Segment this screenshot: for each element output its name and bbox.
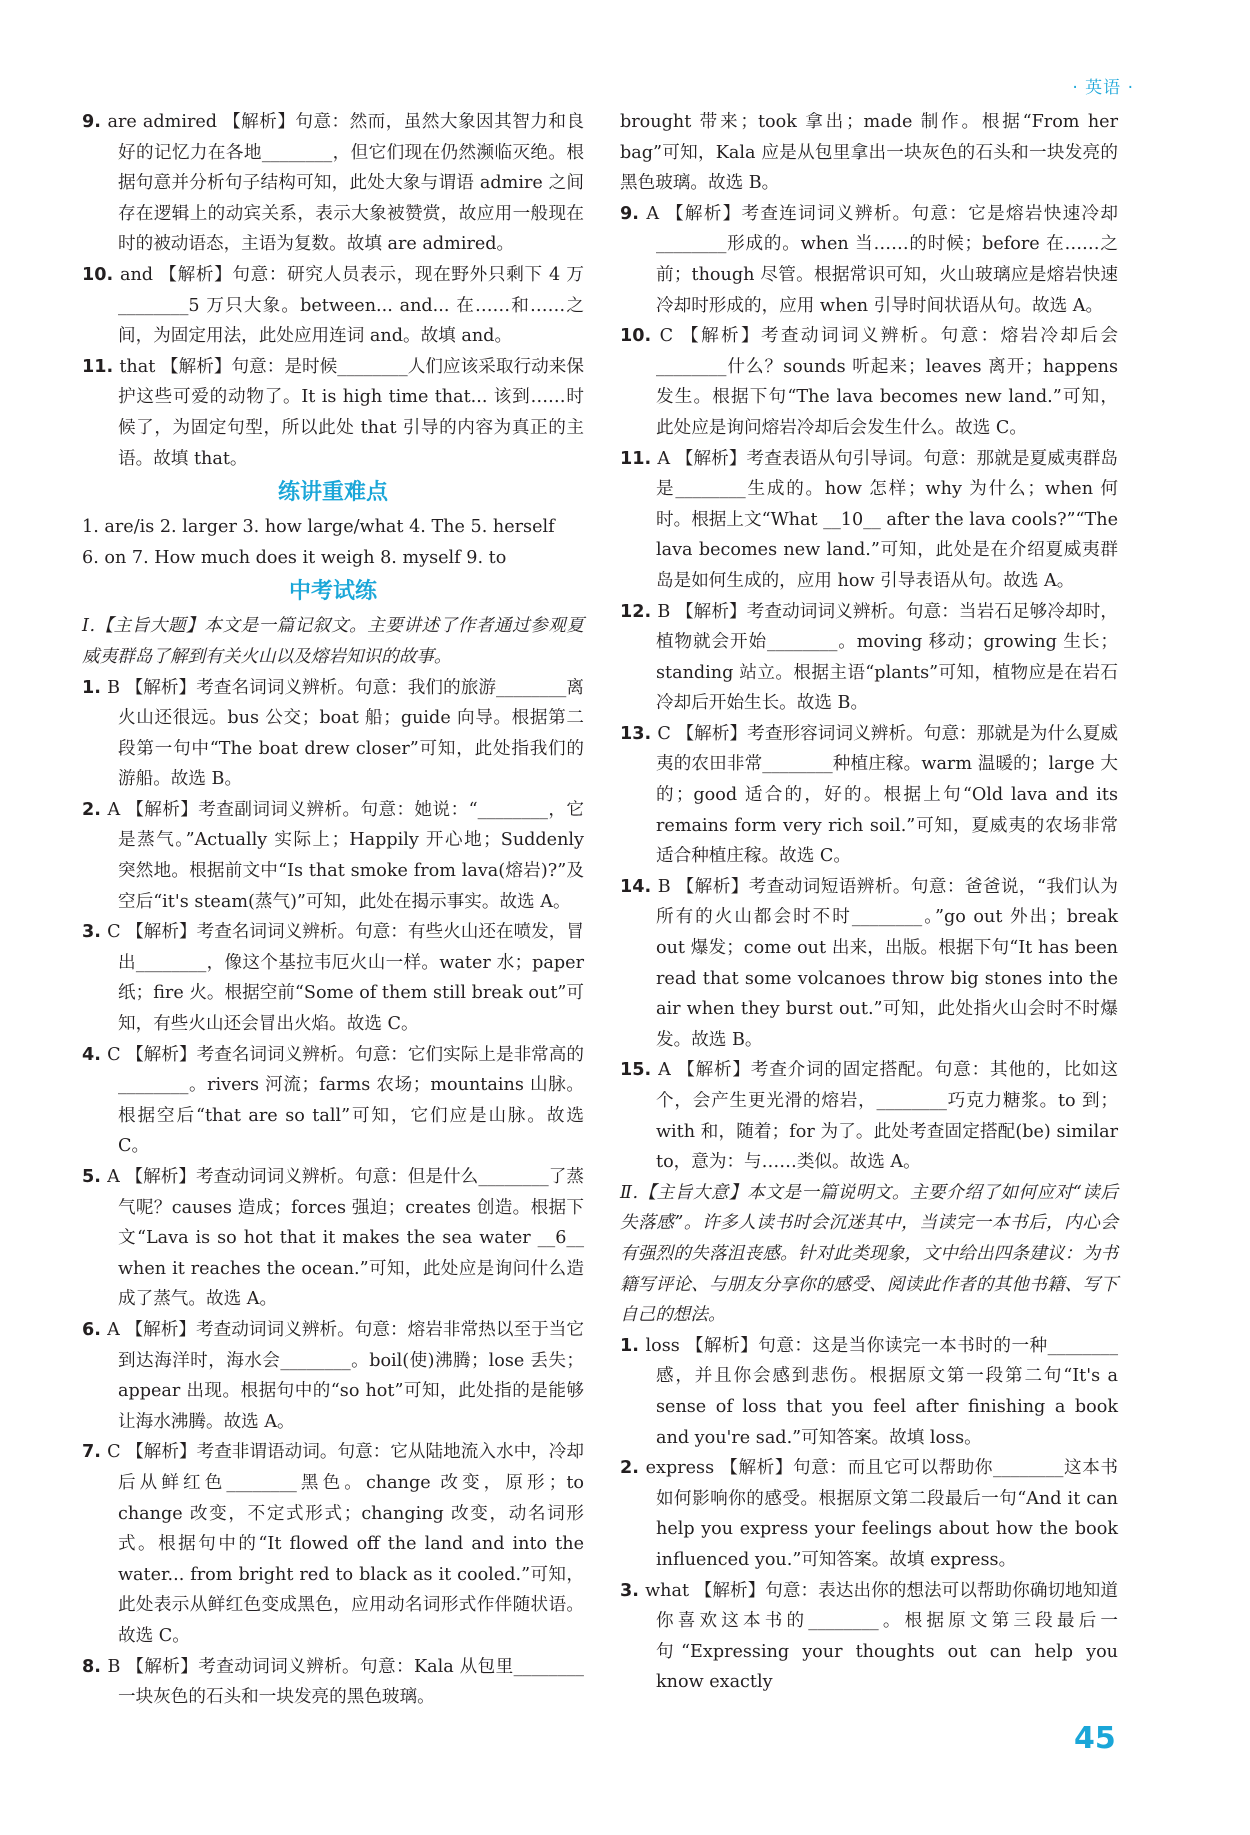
item-text: C 【解析】考查名词词义辨析。句意：它们实际上是非常高的________。rivers 河流；farms 农场；mountains 山脉。根据空后“that are so tall”可知，它们应是山脉。故选 C。 xyxy=(107,1044,584,1157)
item-text: C 【解析】考查名词词义辨析。句意：有些火山还在喷发，冒出________，像这个基拉韦厄火山一样。water 水；paper 纸；fire 火。根据空前“Some of them still break out”可知，有些火山还会冒出火焰。故选 C。 xyxy=(107,922,584,1035)
answer-item xyxy=(82,260,584,352)
item-number: 10. xyxy=(620,326,660,347)
answer-item xyxy=(620,199,1118,321)
item-text: B 【解析】考查名词词义辨析。句意：我们的旅游________离火山还很远。bus 公交；boat 船；guide 向导。根据第二段第一句中“The boat drew closer”可知，此处指我们的游船。故选 B。 xyxy=(107,677,584,790)
answer-item xyxy=(620,444,1118,597)
item-text: A 【解析】考查介词的固定搭配。句意：其他的，比如这个，会产生更光滑的熔岩，________巧克力糖浆。to 到；with 和，随着；for 为了。此处考查固定搭配(be) similar to，意为：与……类似。故选 A。 xyxy=(656,1060,1118,1173)
answer-item xyxy=(620,872,1118,1056)
answer-item xyxy=(82,673,584,795)
item-number: 3. xyxy=(82,922,108,943)
answer-row: 6. on 7. How much does it weigh 8. myself 9. to xyxy=(82,547,507,568)
answer-item xyxy=(620,719,1118,872)
item-text: that 【解析】句意：是时候________人们应该采取行动来保护这些可爱的动物了。It is high time that... 该到……时候了，为固定句型，所以此处 that 引导的内容为真正的主语。故填 that。 xyxy=(118,356,584,469)
answer-item xyxy=(82,107,584,260)
answer-item xyxy=(620,597,1118,719)
answer-item xyxy=(82,1652,584,1713)
item-number: 2. xyxy=(620,1458,646,1479)
item-number: 2. xyxy=(82,799,108,820)
item-text: A 【解析】考查连词词义辨析。句意：它是熔岩快速冷却________形成的。when 当……的时候；before 在……之前；though 尽管。根据常识可知，火山玻璃应是熔岩快速冷却时形成的，应用 when 引导时间状语从句。故选 A。 xyxy=(646,203,1118,316)
item-number: 11. xyxy=(620,448,658,469)
answer-item xyxy=(82,1040,584,1162)
item-number: 9. xyxy=(82,112,108,132)
item-number: 12. xyxy=(620,601,658,622)
item-number: 10. xyxy=(82,264,120,285)
answer-item xyxy=(82,352,584,474)
item-number: 8. xyxy=(82,1656,108,1677)
item-text: A 【解析】考查动词词义辨析。句意：熔岩非常热以至于当它到达海洋时，海水会________。boil(使)沸腾；lose 丢失；appear 出现。根据句中的“so hot”可知，此处指的是能够让海水沸腾。故选 A。 xyxy=(107,1319,584,1432)
answer-item xyxy=(82,1437,584,1651)
answer-item xyxy=(620,1576,1118,1698)
section-heading: 练讲重难点 xyxy=(277,480,388,506)
passage-summary: Ⅱ.【主旨大意】本文是一篇说明文。主要介绍了如何应对“读后失落感”。许多人读书时会沉迷其中，当读完一本书后，内心会有强烈的失落沮丧感。针对此类现象，文中给出四条建议：为书籍写评论、与朋友分享你的感受、阅读此作者的其他书籍、写下自己的想法。 xyxy=(620,1182,1118,1326)
item-number: 14. xyxy=(620,876,658,897)
item-text: B 【解析】考查动词短语辨析。句意：爸爸说，“我们认为所有的火山都会时不时________。”go out 外出；break out 爆发；come out 出来，出版。根据下句“It has been read that some volcanoes throw big stones into the air when they burst out.”可知，此处指火山会时不时爆发。故选 B。 xyxy=(656,876,1118,1050)
item-number: 11. xyxy=(82,356,120,377)
left-column xyxy=(82,107,584,1713)
right-column xyxy=(620,107,1118,1698)
item-text: A 【解析】考查副词词义辨析。句意：她说：“________，它是蒸气。”Actually 实际上；Happily 开心地；Suddenly 突然地。根据前文中“Is that smoke from lava(熔岩)?”及空后“it's steam(蒸气)”可知，此处在揭示事实。故选 A。 xyxy=(107,799,584,912)
answer-item xyxy=(82,917,584,1039)
item-number: 15. xyxy=(620,1060,659,1081)
item-number: 6. xyxy=(82,1319,108,1340)
answer-item xyxy=(620,1331,1118,1453)
answer-item xyxy=(82,795,584,917)
item-number: 1. xyxy=(620,1335,646,1356)
section-heading: 中考试练 xyxy=(288,579,377,605)
answer-item xyxy=(82,1162,584,1315)
item-number: 5. xyxy=(82,1167,108,1187)
item-text: are admired 【解析】句意：然而，虽然大象因其智力和良好的记忆力在各地________，但它们现在仍然濒临灭绝。根据句意并分析句子结构可知，此处大象与谓语 admire 之间存在逻辑上的动宾关系，表示大象被赞赏，故应用一般现在时的被动语态，主语为复数。故填 are admired。 xyxy=(107,112,584,255)
item-text: C 【解析】考查非谓语动词。句意：它从陆地流入水中，冷却后从鲜红色________黑色。change 改变，原形；to change 改变，不定式形式；changing 改变，动名词形式。根据句中的“It flowed off the land and into the water... from bright red to black as it cooled.”可知，此处表示从鲜红色变成黑色，应用动名词形式作伴随状语。故选 C。 xyxy=(107,1442,584,1646)
item-number: 4. xyxy=(82,1044,108,1065)
item-number: 7. xyxy=(82,1442,108,1463)
item-text: A 【解析】考查动词词义辨析。句意：但是什么________了蒸气呢？causes 造成；forces 强迫；creates 创造。根据下文“Lava is so hot that it makes the sea water __6__ when it reaches the ocean.”可知，此处应是询问什么造成了蒸气。故选 A。 xyxy=(107,1167,584,1310)
item-text: B 【解析】考查动词词义辨析。句意：Kala 从包里________一块灰色的石头和一块发亮的黑色玻璃。 xyxy=(107,1656,584,1708)
item-text: C 【解析】考查形容词词义辨析。句意：那就是为什么夏威夷的农田非常________种植庄稼。warm 温暖的；large 大的；good 适合的，好的。根据上句“Old lava and its remains form very rich soil.”可知，夏威夷的农场非常适合种植庄稼。故选 C。 xyxy=(656,723,1119,867)
subject-label: · 英语 · xyxy=(1072,78,1134,98)
answer-row: 1. are/is 2. larger 3. how large/what 4. The 5. herself xyxy=(82,517,555,538)
item-number: 9. xyxy=(620,203,647,224)
answer-item xyxy=(620,1055,1118,1177)
item-number: 1. xyxy=(82,677,108,698)
item-text: A 【解析】考查表语从句引导词。句意：那就是夏威夷群岛是________生成的。how 怎样；why 为什么；when 何时。根据上文“What __10__ after the lava cools?”“The lava becomes new land.”可知，此处是在介绍夏威夷群岛是如何生成的，应用 how 引导表语从句。故选 A。 xyxy=(656,448,1118,591)
item-text: what 【解析】句意：表达出你的想法可以帮助你确切地知道你喜欢这本书的________。根据原文第三段最后一句“Expressing your thoughts out can help you know exactly xyxy=(645,1580,1118,1693)
item-text: B 【解析】考查动词词义辨析。句意：当岩石足够冷却时，植物就会开始________。moving 移动；growing 生长；standing 站立。根据主语“plants”可知，植物应是在岩石冷却后开始生长。故选 B。 xyxy=(656,601,1118,714)
answer-item xyxy=(620,321,1118,443)
page-number: 45 xyxy=(1074,1721,1116,1756)
answer-continued: brought 带来；took 拿出；made 制作。根据“From her bag”可知，Kala 应是从包里拿出一块灰色的石头和一块发亮的黑色玻璃。故选 B。 xyxy=(620,112,1118,194)
item-number: 3. xyxy=(620,1580,646,1601)
passage-summary: Ⅰ.【主旨大题】本文是一篇记叙文。主要讲述了作者通过参观夏威夷群岛了解到有关火山以及熔岩知识的故事。 xyxy=(82,616,584,667)
item-text: and 【解析】句意：研究人员表示，现在野外只剩下 4 万________5 万只大象。between... and... 在……和……之间，为固定用法，此处应用连词 and。故填 and。 xyxy=(118,264,585,347)
item-text: loss 【解析】句意：这是当你读完一本书时的一种________感，并且你会感到悲伤。根据原文第一段第二句“It's a sense of loss that you feel after finishing a book and you're sad.”可知答案。故填 loss。 xyxy=(645,1335,1118,1448)
item-text: C 【解析】考查动词词义辨析。句意：熔岩冷却后会________什么？sounds 听起来；leaves 离开；happens 发生。根据下句“The lava becomes new land.”可知，此处应是询问熔岩冷却后会发生什么。故选 C。 xyxy=(656,326,1118,438)
answer-item xyxy=(620,1453,1118,1575)
answer-item xyxy=(82,1315,584,1437)
item-number: 13. xyxy=(620,723,658,744)
item-text: express 【解析】句意：而且它可以帮助你________这本书如何影响你的感受。根据原文第二段最后一句“And it can help you express your feelings about how the book influenced you.”可知答案。故填 express。 xyxy=(645,1458,1118,1570)
